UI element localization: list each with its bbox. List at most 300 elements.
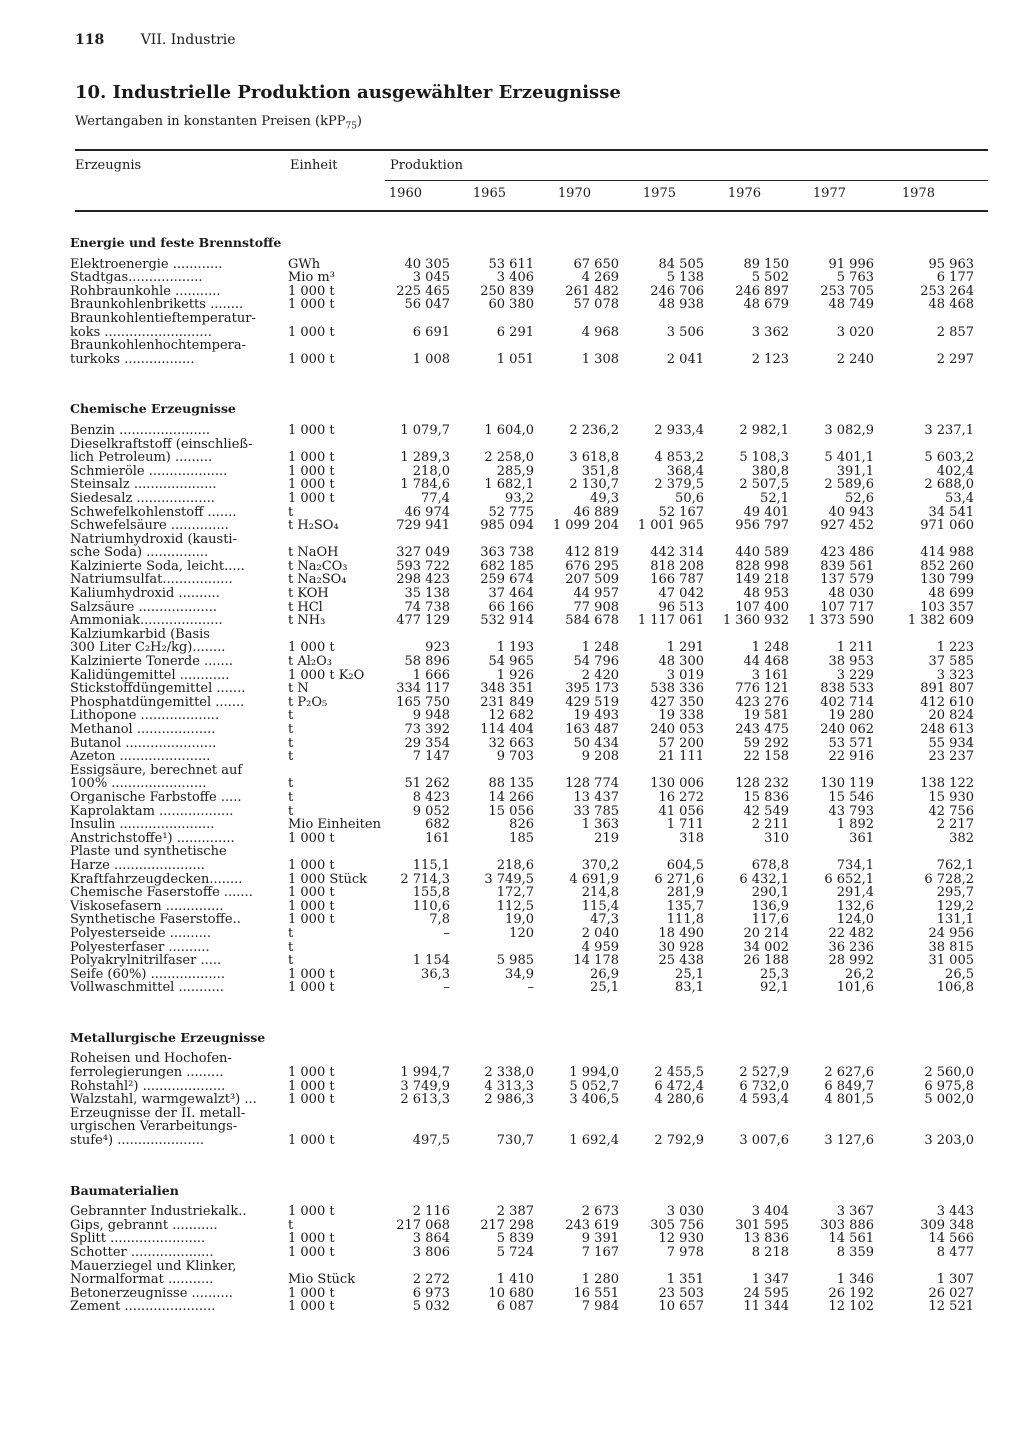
value-cell bbox=[619, 1052, 704, 1066]
table-row bbox=[70, 750, 974, 764]
table-row bbox=[70, 1260, 974, 1274]
year-header: 1965 bbox=[472, 186, 506, 201]
table-row bbox=[70, 353, 974, 367]
value-cell: 66 166 bbox=[488, 599, 534, 615]
value-cell bbox=[704, 438, 789, 452]
value-cell: 163 487 bbox=[565, 722, 619, 737]
value-cell: 128 232 bbox=[735, 776, 789, 792]
value-cell: 106,8 bbox=[936, 980, 974, 996]
value-cell: 217 068 bbox=[396, 1217, 450, 1233]
value-cell: 891 807 bbox=[920, 681, 974, 697]
value-cell: 4 959 bbox=[581, 939, 619, 955]
value-cell: 91 996 bbox=[828, 256, 874, 272]
value-cell bbox=[874, 1107, 974, 1121]
value-cell bbox=[384, 339, 450, 353]
product-name: Schwefelsäure .............. bbox=[70, 519, 229, 533]
unit-cell: 1 000 t bbox=[288, 1299, 335, 1315]
value-cell bbox=[450, 312, 534, 326]
value-cell: 391,1 bbox=[836, 463, 874, 479]
value-cell: 3 367 bbox=[836, 1204, 874, 1220]
value-cell bbox=[789, 1120, 874, 1134]
table-row bbox=[70, 451, 974, 465]
table-row bbox=[70, 791, 974, 805]
value-cell bbox=[450, 1120, 534, 1134]
subtitle-subscript: 75 bbox=[345, 121, 357, 132]
production-rule bbox=[385, 180, 988, 181]
value-cell bbox=[789, 764, 874, 778]
value-cell: 138 122 bbox=[920, 776, 974, 792]
value-cell: 8 359 bbox=[836, 1245, 874, 1260]
value-cell: 52,1 bbox=[760, 490, 789, 506]
value-cell bbox=[704, 1107, 789, 1121]
value-cell: 5 052,7 bbox=[569, 1078, 619, 1094]
unit-cell bbox=[280, 1107, 384, 1121]
value-cell: 130 119 bbox=[820, 776, 874, 792]
value-cell: 12 682 bbox=[488, 708, 534, 724]
value-cell: 1 308 bbox=[581, 351, 619, 367]
value-cell bbox=[384, 1260, 450, 1274]
table-title: 10. Industrielle Produktion ausgewählter Erzeugnisse bbox=[75, 82, 621, 103]
product-name: Plaste und synthetische bbox=[70, 845, 227, 859]
value-cell bbox=[534, 764, 619, 778]
value-cell: 132,6 bbox=[836, 898, 874, 914]
value-cell: 1 248 bbox=[751, 640, 789, 656]
product-name: Rohbraunkohle ........... bbox=[70, 284, 221, 299]
product-name: Braunkohlenbriketts ........ bbox=[70, 298, 244, 312]
value-cell bbox=[874, 438, 974, 452]
table-row bbox=[70, 641, 974, 655]
unit-cell bbox=[280, 312, 384, 326]
value-cell: 37 464 bbox=[488, 586, 534, 602]
value-cell: 172,7 bbox=[496, 885, 534, 901]
value-cell: 2 258,0 bbox=[484, 450, 534, 466]
header-bottom-rule bbox=[75, 210, 988, 212]
unit-cell bbox=[280, 339, 384, 353]
value-cell: 130 799 bbox=[920, 572, 974, 588]
value-cell: 1 351 bbox=[666, 1272, 704, 1288]
value-cell: 84 505 bbox=[658, 256, 704, 272]
value-cell: 368,4 bbox=[666, 463, 704, 479]
value-cell: 207 509 bbox=[565, 572, 619, 588]
unit-cell: 1 000 t bbox=[288, 477, 335, 493]
value-cell: 15 836 bbox=[743, 789, 789, 805]
value-cell: 7 984 bbox=[581, 1299, 619, 1315]
product-name: Elektroenergie ............ bbox=[70, 257, 223, 272]
value-cell: 291,4 bbox=[836, 885, 874, 901]
table-row bbox=[70, 560, 974, 574]
value-cell: 2 507,5 bbox=[739, 477, 789, 493]
table-row bbox=[70, 573, 974, 587]
product-name: Schmieröle ................... bbox=[70, 464, 228, 479]
value-cell: 149 218 bbox=[735, 572, 789, 588]
value-cell: 1 223 bbox=[936, 640, 974, 656]
value-cell bbox=[450, 339, 534, 353]
value-cell: 3 864 bbox=[412, 1231, 450, 1247]
product-name: Schotter .................... bbox=[70, 1246, 214, 1260]
value-cell: 253 705 bbox=[820, 283, 874, 299]
unit-cell: 1 000 t bbox=[288, 297, 335, 313]
value-cell: 24 595 bbox=[743, 1285, 789, 1301]
table-row bbox=[70, 1232, 974, 1246]
table-row bbox=[70, 818, 974, 832]
value-cell: 2 041 bbox=[666, 351, 704, 367]
value-cell: 58 896 bbox=[404, 654, 450, 670]
value-cell: 3 045 bbox=[412, 270, 450, 286]
value-cell: 6 177 bbox=[936, 270, 974, 286]
value-cell: 3 203,0 bbox=[924, 1133, 974, 1149]
table-row bbox=[70, 941, 974, 955]
table-row bbox=[70, 478, 974, 492]
table-row bbox=[70, 298, 974, 312]
value-cell: 57 200 bbox=[658, 735, 704, 751]
value-cell: 1 346 bbox=[836, 1272, 874, 1288]
value-cell: 2 130,7 bbox=[569, 477, 619, 493]
product-name: Azeton ...................... bbox=[70, 750, 211, 764]
unit-cell: 1 000 t bbox=[288, 1065, 335, 1081]
year-header: 1975 bbox=[642, 186, 676, 201]
value-cell: 129,2 bbox=[936, 898, 974, 914]
unit-cell: t bbox=[288, 735, 294, 751]
value-cell bbox=[789, 1107, 874, 1121]
value-cell: 4 968 bbox=[581, 324, 619, 340]
product-name: Dieselkraftstoff (einschließ- bbox=[70, 437, 253, 452]
value-cell: 3 007,6 bbox=[739, 1133, 789, 1149]
value-cell: 3 229 bbox=[836, 667, 874, 683]
value-cell: 2 420 bbox=[581, 667, 619, 683]
unit-cell: 1 000 t bbox=[288, 966, 335, 982]
header-product: Erzeugnis bbox=[75, 158, 142, 173]
value-cell: 246 897 bbox=[735, 283, 789, 299]
value-cell: – bbox=[443, 980, 450, 996]
value-cell: 10 680 bbox=[488, 1285, 534, 1301]
value-cell: 1 117 061 bbox=[637, 613, 704, 629]
product-name: Stadtgas.................. bbox=[70, 271, 203, 285]
product-name: Butanol ...................... bbox=[70, 736, 217, 751]
value-cell: 6 291 bbox=[496, 324, 534, 340]
value-cell: 48 953 bbox=[743, 586, 789, 602]
unit-cell: t bbox=[288, 504, 294, 520]
product-name: Polyesterseide .......... bbox=[70, 926, 212, 941]
value-cell: 59 292 bbox=[743, 735, 789, 751]
unit-cell: t bbox=[288, 749, 294, 765]
product-name: lich Petroleum) ......... bbox=[70, 451, 213, 465]
value-cell bbox=[619, 312, 704, 326]
value-cell: 6 975,8 bbox=[924, 1078, 974, 1094]
unit-cell: 1 000 t bbox=[288, 351, 335, 367]
value-cell: 5 603,2 bbox=[924, 450, 974, 466]
value-cell: 48 468 bbox=[928, 297, 974, 313]
product-name: Anstrichstoffe¹) .............. bbox=[70, 831, 235, 846]
value-cell bbox=[704, 764, 789, 778]
value-cell: 243 475 bbox=[735, 722, 789, 737]
unit-cell: t bbox=[288, 776, 294, 792]
section-heading-row bbox=[70, 1019, 974, 1053]
product-name: Mauerziegel und Klinker, bbox=[70, 1259, 237, 1274]
value-cell: 124,0 bbox=[836, 912, 874, 928]
value-cell: 6 087 bbox=[496, 1299, 534, 1315]
value-cell bbox=[789, 312, 874, 326]
product-name: Kalzinierte Soda, leicht..... bbox=[70, 559, 245, 574]
value-cell: 1 079,7 bbox=[400, 422, 450, 438]
product-name: Stickstoffdüngemittel ....... bbox=[70, 682, 246, 696]
product-name: 100% ....................... bbox=[70, 777, 207, 791]
unit-cell bbox=[280, 764, 384, 778]
value-cell bbox=[874, 312, 974, 326]
value-cell: 427 350 bbox=[650, 694, 704, 710]
value-cell: 1 682,1 bbox=[484, 477, 534, 493]
value-cell bbox=[789, 533, 874, 547]
value-cell: 1 001 965 bbox=[637, 518, 704, 534]
value-cell: 43 793 bbox=[828, 803, 874, 819]
value-cell: 2 792,9 bbox=[654, 1133, 704, 1149]
value-cell: 103 357 bbox=[920, 599, 974, 615]
value-cell bbox=[534, 1120, 619, 1134]
value-cell bbox=[450, 1260, 534, 1274]
value-cell: 3 406,5 bbox=[569, 1092, 619, 1108]
value-cell: 3 404 bbox=[751, 1204, 789, 1220]
value-cell: 363 738 bbox=[480, 545, 534, 561]
value-cell: 334 117 bbox=[396, 681, 450, 697]
table-row bbox=[70, 1219, 974, 1233]
subtitle-main: Wertangaben in konstanten Preisen (kPP bbox=[75, 114, 346, 129]
value-cell: 246 706 bbox=[650, 283, 704, 299]
value-cell bbox=[789, 1260, 874, 1274]
value-cell: 218,6 bbox=[496, 857, 534, 873]
value-cell: 1 410 bbox=[496, 1272, 534, 1288]
value-cell: 34 541 bbox=[928, 504, 974, 520]
value-cell bbox=[619, 438, 704, 452]
unit-cell: t HCl bbox=[288, 599, 323, 615]
value-cell: 131,1 bbox=[936, 912, 974, 928]
value-cell bbox=[534, 1107, 619, 1121]
value-cell: 166 787 bbox=[650, 572, 704, 588]
value-cell bbox=[384, 941, 450, 955]
unit-cell: 1 000 t bbox=[288, 1092, 335, 1108]
value-cell: 231 849 bbox=[480, 694, 534, 710]
value-cell: – bbox=[443, 925, 450, 941]
top-rule bbox=[75, 149, 988, 151]
table-row bbox=[70, 506, 974, 520]
product-name: koks .......................... bbox=[70, 325, 212, 340]
value-cell: 412 610 bbox=[920, 694, 974, 710]
value-cell: 538 336 bbox=[650, 681, 704, 697]
value-cell bbox=[450, 941, 534, 955]
unit-cell: t N bbox=[288, 681, 309, 697]
value-cell: 53 571 bbox=[828, 735, 874, 751]
product-name: turkoks ................. bbox=[70, 352, 195, 367]
value-cell bbox=[534, 339, 619, 353]
value-cell: 3 019 bbox=[666, 667, 704, 683]
value-cell: 53 611 bbox=[488, 256, 534, 272]
value-cell: 7 978 bbox=[666, 1245, 704, 1260]
product-name: Viskosefasern .............. bbox=[70, 899, 224, 914]
value-cell bbox=[619, 533, 704, 547]
value-cell: 19,0 bbox=[505, 912, 534, 928]
unit-cell: 1 000 t bbox=[288, 490, 335, 506]
value-cell bbox=[704, 1120, 789, 1134]
product-name: Splitt ....................... bbox=[70, 1232, 206, 1246]
value-cell: 971 060 bbox=[920, 518, 974, 534]
product-name: Kalidüngemittel ............ bbox=[70, 668, 230, 683]
value-cell: 734,1 bbox=[836, 857, 874, 873]
table-row bbox=[70, 601, 974, 615]
value-cell: 429 519 bbox=[565, 694, 619, 710]
value-cell: 9 703 bbox=[496, 749, 534, 765]
table-row bbox=[70, 465, 974, 479]
table-row bbox=[70, 1120, 974, 1134]
value-cell: 101,6 bbox=[836, 980, 874, 996]
unit-cell bbox=[280, 1260, 384, 1274]
value-cell bbox=[534, 312, 619, 326]
year-header: 1960 bbox=[388, 186, 422, 201]
value-cell: 285,9 bbox=[496, 463, 534, 479]
unit-cell: t Na₂SO₄ bbox=[288, 572, 347, 588]
product-name: Natriumhydroxid (kausti- bbox=[70, 532, 237, 547]
value-cell: 4 691,9 bbox=[569, 871, 619, 887]
value-cell: 89 150 bbox=[743, 256, 789, 272]
table-row bbox=[70, 954, 974, 968]
table-row bbox=[70, 696, 974, 710]
value-cell bbox=[874, 628, 974, 642]
value-cell bbox=[534, 1260, 619, 1274]
value-cell: 301 595 bbox=[735, 1217, 789, 1233]
year-header: 1977 bbox=[812, 186, 846, 201]
value-cell bbox=[384, 1052, 450, 1066]
value-cell: 8 218 bbox=[751, 1245, 789, 1260]
value-cell: 985 094 bbox=[480, 518, 534, 534]
value-cell: 115,4 bbox=[581, 898, 619, 914]
section-heading-row bbox=[70, 390, 974, 424]
unit-cell: Mio Einheiten bbox=[288, 817, 381, 833]
value-cell: 22 482 bbox=[828, 925, 874, 941]
value-cell: 3 323 bbox=[936, 667, 974, 683]
value-cell: 3 020 bbox=[836, 324, 874, 340]
table-row bbox=[70, 873, 974, 887]
value-cell: 2 272 bbox=[412, 1272, 450, 1288]
value-cell: 14 566 bbox=[928, 1231, 974, 1247]
value-cell: 3 506 bbox=[666, 324, 704, 340]
product-name: sche Soda) ............... bbox=[70, 546, 209, 560]
value-cell: 412 819 bbox=[565, 545, 619, 561]
unit-cell: 1 000 t bbox=[288, 640, 335, 656]
value-cell: 136,9 bbox=[751, 898, 789, 914]
value-cell bbox=[789, 628, 874, 642]
value-cell: 6 652,1 bbox=[824, 871, 874, 887]
value-cell: 74 738 bbox=[404, 599, 450, 615]
section-spacer bbox=[70, 366, 974, 390]
value-cell: 1 099 204 bbox=[552, 518, 619, 534]
value-cell: 497,5 bbox=[412, 1133, 450, 1149]
value-cell: 243 619 bbox=[565, 1217, 619, 1233]
value-cell bbox=[619, 764, 704, 778]
table-row bbox=[70, 886, 974, 900]
value-cell bbox=[874, 764, 974, 778]
unit-cell: GWh bbox=[288, 256, 321, 272]
product-name: Normalformat ........... bbox=[70, 1273, 214, 1287]
product-name: Kaprolaktam .................. bbox=[70, 804, 234, 819]
value-cell: 1 363 bbox=[581, 817, 619, 833]
value-cell: 318 bbox=[679, 830, 704, 846]
value-cell: 442 314 bbox=[650, 545, 704, 561]
value-cell: 1 008 bbox=[412, 351, 450, 367]
value-cell: 95 963 bbox=[928, 256, 974, 272]
value-cell: 7,8 bbox=[429, 912, 450, 928]
value-cell: 3 443 bbox=[936, 1204, 974, 1220]
value-cell: 678,8 bbox=[751, 857, 789, 873]
value-cell: 44 957 bbox=[573, 586, 619, 602]
table-row bbox=[70, 285, 974, 299]
value-cell: 3 806 bbox=[412, 1245, 450, 1260]
value-cell: 29 354 bbox=[404, 735, 450, 751]
table-row bbox=[70, 913, 974, 927]
product-name: Lithopone ................... bbox=[70, 709, 220, 723]
value-cell: 36,3 bbox=[421, 966, 450, 982]
value-cell: 2 714,3 bbox=[400, 871, 450, 887]
value-cell bbox=[619, 339, 704, 353]
value-cell: 217 298 bbox=[480, 1217, 534, 1233]
value-cell: 309 348 bbox=[920, 1217, 974, 1233]
value-cell: 34 002 bbox=[743, 939, 789, 955]
value-cell: 2 560,0 bbox=[924, 1065, 974, 1081]
value-cell: 361 bbox=[849, 830, 874, 846]
value-cell: 1 211 bbox=[836, 640, 874, 656]
value-cell: 298 423 bbox=[396, 572, 450, 588]
value-cell: 1 289,3 bbox=[400, 450, 450, 466]
value-cell: 382 bbox=[949, 830, 974, 846]
table-row bbox=[70, 900, 974, 914]
value-cell: 402 714 bbox=[820, 694, 874, 710]
value-cell: 25,3 bbox=[760, 966, 789, 982]
product-name: Siedesalz ................... bbox=[70, 491, 215, 506]
table-row bbox=[70, 655, 974, 669]
value-cell bbox=[619, 1260, 704, 1274]
product-name: Chemische Faserstoffe ....... bbox=[70, 886, 253, 900]
value-cell bbox=[704, 339, 789, 353]
running-header bbox=[75, 32, 236, 48]
value-cell: 60 380 bbox=[488, 297, 534, 313]
table-row bbox=[70, 1287, 974, 1301]
value-cell: 135,7 bbox=[666, 898, 704, 914]
value-cell: 15 930 bbox=[928, 789, 974, 805]
table-row bbox=[70, 1107, 974, 1121]
value-cell bbox=[384, 1107, 450, 1121]
value-cell: 34,9 bbox=[505, 966, 534, 982]
unit-cell: t bbox=[288, 953, 294, 969]
value-cell: 8 423 bbox=[412, 789, 450, 805]
value-cell: 1 926 bbox=[496, 667, 534, 683]
value-cell: 107 717 bbox=[820, 599, 874, 615]
value-cell: 6 728,2 bbox=[924, 871, 974, 887]
value-cell: 26,9 bbox=[590, 966, 619, 982]
value-cell: 3 618,8 bbox=[569, 450, 619, 466]
value-cell: 2 211 bbox=[751, 817, 789, 833]
unit-cell: 1 000 t bbox=[288, 1204, 335, 1220]
value-cell: 12 102 bbox=[828, 1299, 874, 1315]
value-cell: 50,6 bbox=[675, 490, 704, 506]
product-name: Kalziumkarbid (Basis bbox=[70, 627, 210, 642]
value-cell bbox=[619, 1107, 704, 1121]
value-cell: 110,6 bbox=[412, 898, 450, 914]
value-cell bbox=[704, 533, 789, 547]
value-cell: 12 930 bbox=[658, 1231, 704, 1247]
value-cell: 51 262 bbox=[404, 776, 450, 792]
table-row bbox=[70, 1273, 974, 1287]
value-cell: 107 400 bbox=[735, 599, 789, 615]
unit-cell: 1 000 t bbox=[288, 422, 335, 438]
value-cell bbox=[789, 438, 874, 452]
unit-cell: Mio Stück bbox=[288, 1272, 356, 1288]
value-cell: 351,8 bbox=[581, 463, 619, 479]
